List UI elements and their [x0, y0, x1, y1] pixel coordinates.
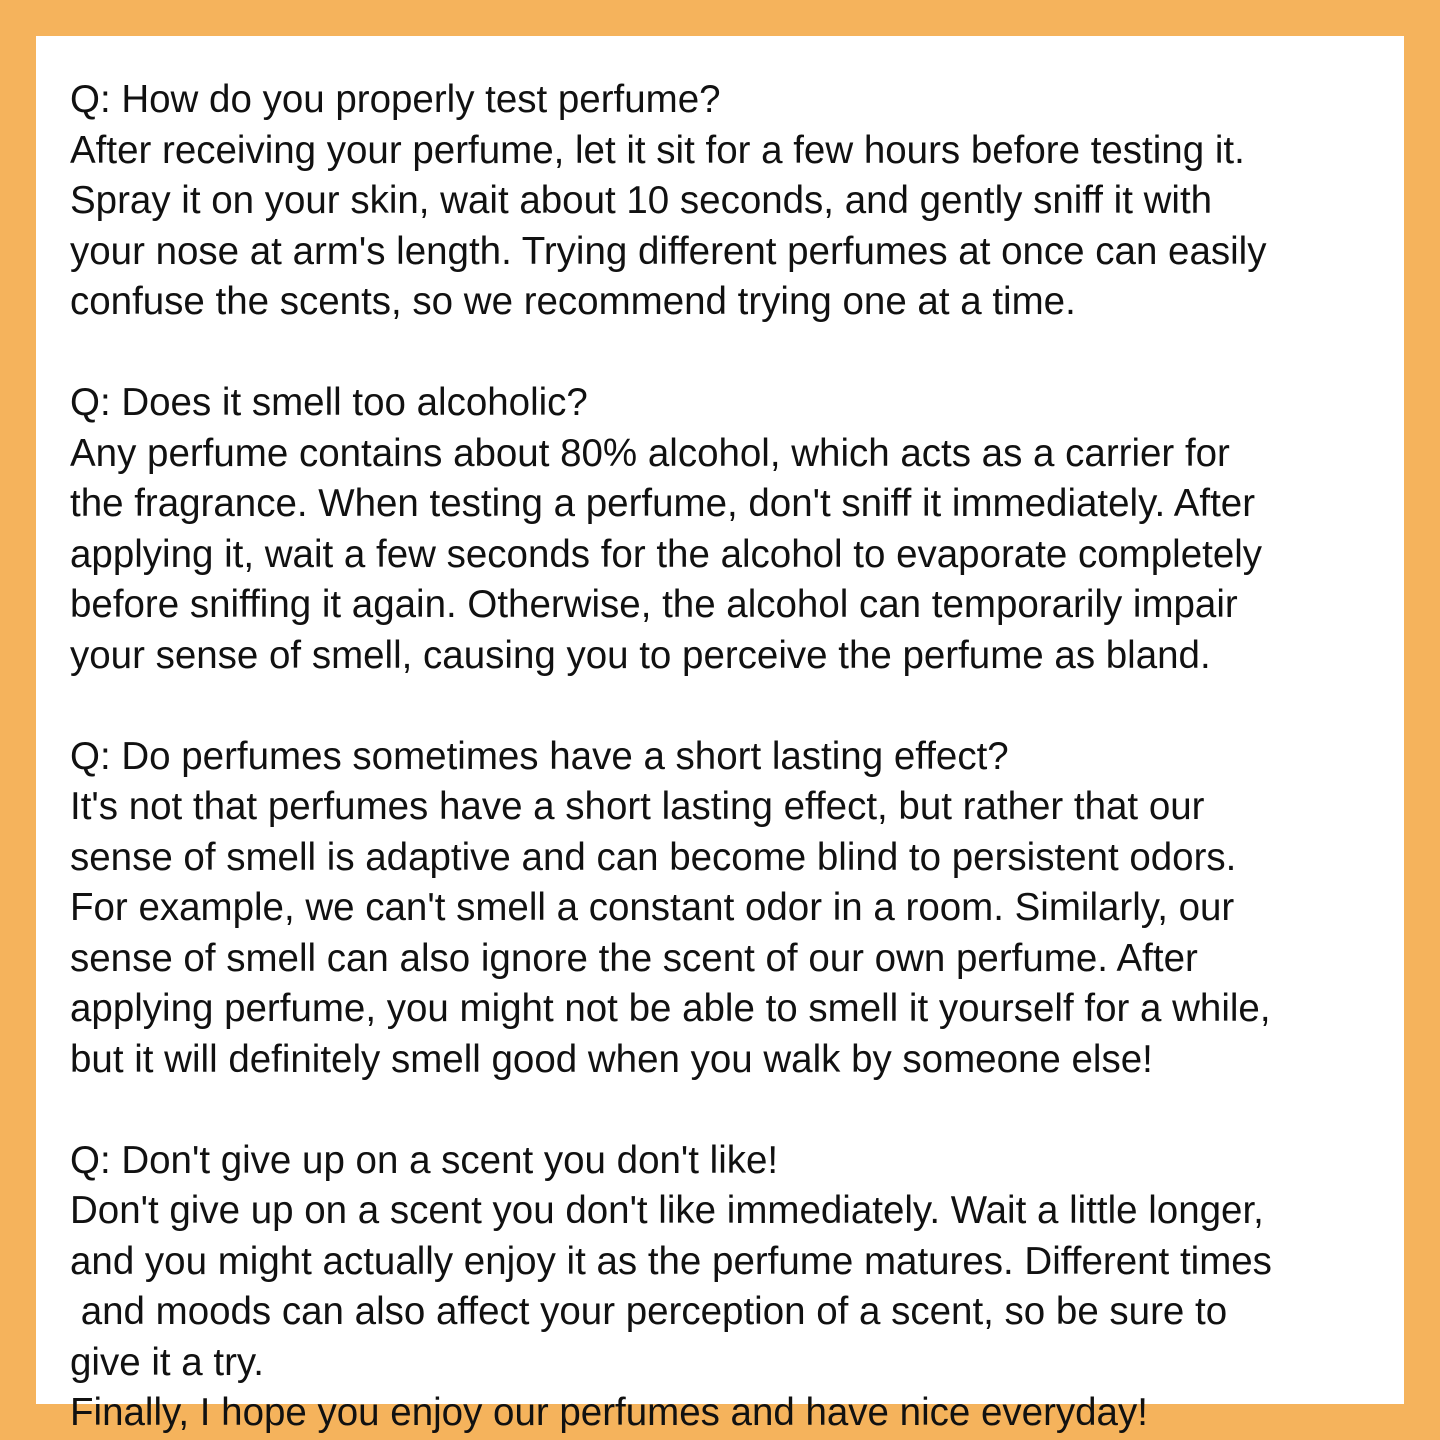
faq-item-test-perfume — [70, 75, 1404, 328]
faq-question: Q: Don't give up on a scent you don't like! — [70, 1138, 779, 1182]
faq-answer-line: and you might actually enjoy it as the perfume matures. Different times — [70, 1239, 1272, 1283]
faq-question: Q: Does it smell too alcoholic? — [70, 381, 588, 424]
faq-answer-line: the fragrance. When testing a perfume, don't sniff it immediately. After — [70, 482, 1256, 525]
faq-answer-line: Don't give up on a scent you don't like immediately. Wait a little longer, — [70, 1189, 1264, 1232]
faq-answer-line: give it a try. — [70, 1340, 264, 1384]
faq-answer-line: your sense of smell, causing you to perceive the perfume as bland. — [70, 633, 1211, 677]
faq-question: Q: How do you properly test perfume? — [70, 78, 721, 121]
paragraph-spacer — [70, 681, 1404, 732]
paragraph-spacer — [70, 328, 1404, 379]
faq-answer-line: After receiving your perfume, let it sit for a few hours before testing it. — [70, 128, 1245, 172]
faq-answer-line: applying it, wait a few seconds for the alcohol to evaporate completely — [70, 532, 1263, 576]
faq-answer-line: Spray it on your skin, wait about 10 seconds, and gently sniff it with — [70, 179, 1213, 222]
faq-answer-line: your nose at arm's length. Trying different perfumes at once can easily — [70, 229, 1267, 273]
paragraph-spacer — [70, 1085, 1404, 1136]
faq-item-lasting-effect — [70, 732, 1404, 1086]
faq-answer-line: before sniffing it again. Otherwise, the alcohol can temporarily impair — [70, 583, 1238, 626]
faq-answer-line: applying perfume, you might not be able to smell it yourself for a while, — [70, 987, 1271, 1030]
faq-item-dont-give-up — [70, 1136, 1404, 1439]
closing-line: Finally, I hope you enjoy our perfumes and have nice everyday! — [70, 1391, 1148, 1434]
faq-answer-line: It's not that perfumes have a short lasting effect, but rather that our — [70, 785, 1205, 828]
faq-answer-line: and moods can also affect your perception of a scent, so be sure to — [70, 1290, 1228, 1333]
faq-answer-line: sense of smell is adaptive and can become blind to persistent odors. — [70, 835, 1237, 879]
faq-panel — [36, 36, 1404, 1434]
faq-answer-line: Any perfume contains about 80% alcohol, which acts as a carrier for — [70, 431, 1230, 475]
faq-question: Q: Do perfumes sometimes have a short lasting effect? — [70, 734, 1009, 778]
faq-answer-line: sense of smell can also ignore the scent of our own perfume. After — [70, 936, 1198, 980]
faq-answer-line: but it will definitely smell good when you walk by someone else! — [70, 1037, 1153, 1081]
faq-answer-line: confuse the scents, so we recommend trying one at a time. — [70, 280, 1076, 323]
faq-answer-line: For example, we can't smell a constant odor in a room. Similarly, our — [70, 886, 1235, 929]
faq-item-alcoholic — [70, 378, 1404, 681]
